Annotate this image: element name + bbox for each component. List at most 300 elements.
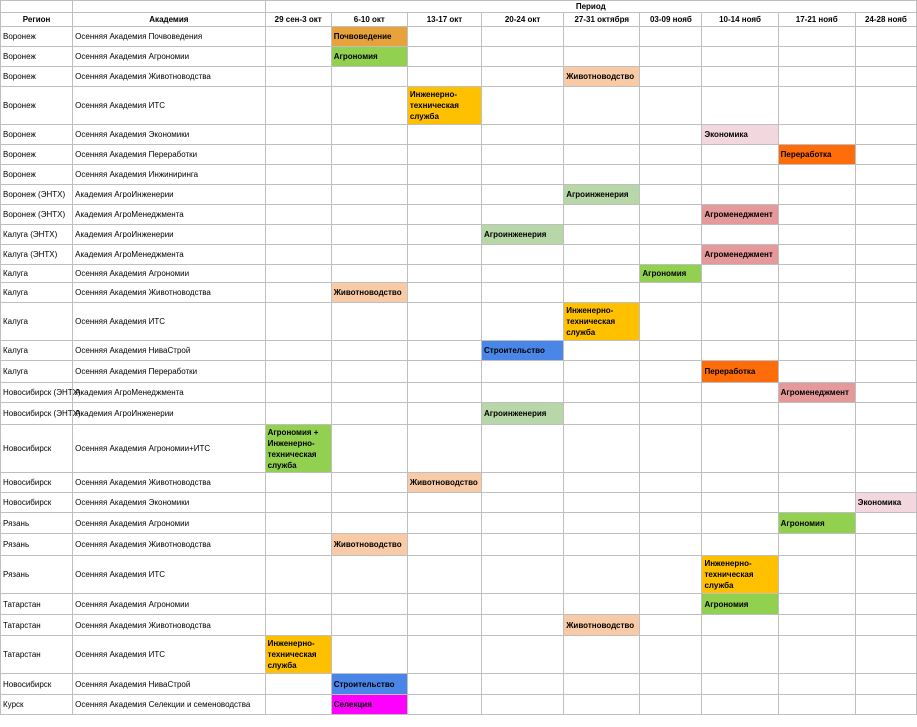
period-cell [702, 205, 778, 225]
period-cell [564, 594, 640, 615]
academy-cell: Осенняя Академия Почвоведения [73, 27, 265, 47]
period-cell [640, 615, 702, 636]
period-cell [482, 283, 564, 303]
period-cell [331, 47, 407, 67]
period-cell [702, 425, 778, 473]
period-cell [564, 245, 640, 265]
academy-cell: Осенняя Академия Агрономии [73, 265, 265, 283]
period-cell [407, 145, 481, 165]
period-cell [407, 27, 481, 47]
period-cell [407, 615, 481, 636]
region-cell: Воронеж [1, 87, 73, 125]
period-header-1: 6-10 окт [331, 13, 407, 27]
table-row [1, 615, 917, 636]
period-cell [265, 615, 331, 636]
event-label: Животноводство [409, 478, 478, 487]
period-cell [331, 225, 407, 245]
period-cell [778, 534, 855, 556]
period-cell [265, 185, 331, 205]
period-cell [265, 636, 331, 674]
event-label: Животноводство [566, 72, 635, 81]
period-cell [702, 67, 778, 87]
event-label: Агрономия [333, 52, 378, 61]
period-cell [482, 125, 564, 145]
period-cell [564, 695, 640, 715]
period-cell [855, 303, 916, 341]
period-header-0: 29 сен-3 окт [265, 13, 331, 27]
event-label: Строительство [484, 346, 545, 355]
period-cell [407, 383, 481, 403]
table-row [1, 245, 917, 265]
period-cell [331, 674, 407, 695]
academy-cell: Осенняя Академия ИТС [73, 87, 265, 125]
region-cell: Новосибирск [1, 425, 73, 473]
period-cell [855, 594, 916, 615]
region-cell: Рязань [1, 534, 73, 556]
period-cell [855, 185, 916, 205]
region-cell: Новосибирск [1, 493, 73, 513]
period-cell [564, 145, 640, 165]
academy-cell: Осенняя Академия НиваСтрой [73, 341, 265, 361]
period-cell [482, 615, 564, 636]
period-cell [482, 513, 564, 534]
period-cell [702, 513, 778, 534]
period-cell [855, 165, 916, 185]
period-cell [482, 245, 564, 265]
region-cell: Новосибирск [1, 674, 73, 695]
period-cell [265, 245, 331, 265]
event-label: Инженерно-техническая служба [566, 306, 616, 337]
academy-cell: Осенняя Академия ИТС [73, 303, 265, 341]
period-cell [640, 145, 702, 165]
period-cell [778, 87, 855, 125]
period-cell [265, 674, 331, 695]
period-cell [265, 425, 331, 473]
period-cell [265, 303, 331, 341]
region-cell: Рязань [1, 513, 73, 534]
period-cell [331, 615, 407, 636]
period-cell [778, 185, 855, 205]
period-cell [407, 403, 481, 425]
period-cell [331, 303, 407, 341]
period-cell [778, 165, 855, 185]
period-cell [265, 493, 331, 513]
period-cell [855, 205, 916, 225]
period-cell [331, 425, 407, 473]
period-cell [855, 225, 916, 245]
period-cell [482, 265, 564, 283]
event-label: Почвоведение [333, 32, 392, 41]
period-header: Период [265, 1, 916, 13]
period-header-4: 27-31 октября [564, 13, 640, 27]
table-row [1, 185, 917, 205]
period-cell [640, 383, 702, 403]
period-cell [640, 594, 702, 615]
period-cell [640, 47, 702, 67]
period-cell [564, 556, 640, 594]
period-cell [331, 493, 407, 513]
period-cell [407, 245, 481, 265]
period-cell [778, 636, 855, 674]
period-cell [482, 165, 564, 185]
period-cell [640, 125, 702, 145]
table-row [1, 145, 917, 165]
event-label: Переработка [704, 367, 756, 376]
academy-cell: Осенняя Академия Агрономии [73, 513, 265, 534]
period-cell [778, 594, 855, 615]
period-cell [702, 47, 778, 67]
period-cell [331, 513, 407, 534]
period-cell [407, 513, 481, 534]
period-cell [482, 556, 564, 594]
period-cell [564, 225, 640, 245]
period-cell [778, 67, 855, 87]
period-header-7: 17-21 нояб [778, 13, 855, 27]
period-cell [855, 425, 916, 473]
period-cell [482, 534, 564, 556]
period-cell [564, 205, 640, 225]
academy-cell: Академия АгроМенеджмента [73, 205, 265, 225]
period-cell [482, 695, 564, 715]
period-cell [331, 27, 407, 47]
period-cell [640, 27, 702, 47]
period-cell [778, 125, 855, 145]
period-cell [855, 636, 916, 674]
period-cell [265, 67, 331, 87]
period-cell [855, 556, 916, 594]
event-label: Агроинженерия [484, 230, 547, 239]
region-cell: Новосибирск (ЭНТХ) [1, 403, 73, 425]
period-cell [778, 473, 855, 493]
period-cell [331, 125, 407, 145]
academy-cell: Осенняя Академия Животноводства [73, 615, 265, 636]
table-row [1, 674, 917, 695]
region-cell: Калуга (ЭНТХ) [1, 225, 73, 245]
academy-cell: Академия АгроИнженерии [73, 185, 265, 205]
period-cell [331, 556, 407, 594]
academy-cell: Осенняя Академия Инжиниринга [73, 165, 265, 185]
region-cell: Калуга [1, 265, 73, 283]
period-cell [855, 245, 916, 265]
period-cell [702, 636, 778, 674]
region-cell: Калуга (ЭНТХ) [1, 245, 73, 265]
period-cell [702, 27, 778, 47]
period-cell [702, 493, 778, 513]
table-row [1, 47, 917, 67]
academy-cell: Осенняя Академия ИТС [73, 556, 265, 594]
event-label: Инженерно-техническая служба [267, 639, 317, 670]
table-row [1, 303, 917, 341]
period-cell [482, 493, 564, 513]
period-cell [564, 303, 640, 341]
period-cell [564, 674, 640, 695]
period-cell [855, 283, 916, 303]
period-cell [640, 67, 702, 87]
period-cell [407, 636, 481, 674]
period-cell [407, 341, 481, 361]
period-cell [640, 165, 702, 185]
period-cell [482, 425, 564, 473]
region-cell: Воронеж [1, 145, 73, 165]
period-cell [407, 534, 481, 556]
period-cell [331, 473, 407, 493]
academy-cell: Осенняя Академия Селекции и семеноводства [73, 695, 265, 715]
period-cell [702, 283, 778, 303]
period-cell [407, 265, 481, 283]
region-cell: Татарстан [1, 594, 73, 615]
period-cell [331, 534, 407, 556]
period-cell [265, 47, 331, 67]
period-cell [640, 403, 702, 425]
event-label: Агрономия + Инженерно-техническая служба [267, 427, 319, 470]
table-row [1, 361, 917, 383]
academy-cell: Осенняя Академия Агрономии+ИТС [73, 425, 265, 473]
period-cell [331, 341, 407, 361]
event-label: Переработка [780, 150, 832, 159]
period-cell [265, 513, 331, 534]
academy-cell: Осенняя Академия ИТС [73, 636, 265, 674]
period-cell [855, 27, 916, 47]
period-cell [407, 473, 481, 493]
period-cell [407, 303, 481, 341]
period-cell [702, 403, 778, 425]
period-cell [265, 341, 331, 361]
academy-cell: Осенняя Академия НиваСтрой [73, 674, 265, 695]
period-cell [265, 145, 331, 165]
period-cell [640, 185, 702, 205]
table-row [1, 205, 917, 225]
period-cell [407, 594, 481, 615]
event-label: Экономика [704, 130, 748, 139]
period-cell [855, 383, 916, 403]
period-cell [564, 283, 640, 303]
period-cell [702, 594, 778, 615]
region-cell: Калуга [1, 283, 73, 303]
period-cell [855, 145, 916, 165]
period-cell [265, 165, 331, 185]
table-row [1, 636, 917, 674]
period-cell [564, 425, 640, 473]
academy-cell: Осенняя Академия Животноводства [73, 534, 265, 556]
period-cell [265, 383, 331, 403]
period-cell [640, 361, 702, 383]
academy-cell: Осенняя Академия Переработки [73, 361, 265, 383]
period-cell [702, 361, 778, 383]
period-cell [702, 145, 778, 165]
period-cell [407, 125, 481, 145]
period-cell [702, 534, 778, 556]
period-cell [855, 265, 916, 283]
period-cell [265, 594, 331, 615]
period-cell [564, 265, 640, 283]
region-cell: Воронеж [1, 27, 73, 47]
region-cell: Курск [1, 695, 73, 715]
period-header-8: 24-28 нояб [855, 13, 916, 27]
period-cell [482, 27, 564, 47]
header-blank [1, 1, 73, 13]
academy-header: Академия [73, 13, 265, 27]
period-cell [407, 87, 481, 125]
period-cell [482, 361, 564, 383]
period-cell [778, 383, 855, 403]
period-cell [702, 265, 778, 283]
period-header-2: 13-17 окт [407, 13, 481, 27]
period-cell [855, 674, 916, 695]
period-cell [702, 245, 778, 265]
period-cell [482, 383, 564, 403]
academy-cell: Осенняя Академия Агрономии [73, 594, 265, 615]
event-label: Агроменеджмент [704, 250, 773, 259]
period-cell [702, 87, 778, 125]
period-cell [564, 361, 640, 383]
period-cell [778, 47, 855, 67]
period-cell [702, 125, 778, 145]
region-cell: Калуга [1, 303, 73, 341]
period-cell [564, 341, 640, 361]
period-cell [331, 283, 407, 303]
table-row [1, 283, 917, 303]
period-cell [564, 185, 640, 205]
region-cell: Воронеж (ЭНТХ) [1, 185, 73, 205]
period-cell [702, 473, 778, 493]
period-cell [407, 695, 481, 715]
period-cell [640, 425, 702, 473]
period-cell [564, 403, 640, 425]
period-cell [265, 265, 331, 283]
table-row [1, 594, 917, 615]
period-cell [640, 265, 702, 283]
period-cell [331, 165, 407, 185]
period-cell [778, 403, 855, 425]
period-cell [564, 125, 640, 145]
event-label: Селекция [333, 700, 372, 709]
region-cell: Калуга [1, 361, 73, 383]
period-cell [702, 695, 778, 715]
period-cell [265, 361, 331, 383]
period-cell [331, 403, 407, 425]
period-cell [331, 145, 407, 165]
event-label: Агрономия [780, 518, 825, 528]
table-row [1, 403, 917, 425]
academy-cell: Осенняя Академия Животноводства [73, 283, 265, 303]
region-cell: Воронеж [1, 125, 73, 145]
period-cell [702, 303, 778, 341]
period-cell [482, 403, 564, 425]
period-cell [407, 361, 481, 383]
period-cell [482, 674, 564, 695]
event-label: Животноводство [333, 540, 402, 549]
period-cell [564, 165, 640, 185]
period-cell [407, 225, 481, 245]
period-cell [482, 594, 564, 615]
academy-cell: Осенняя Академия Агрономии [73, 47, 265, 67]
period-cell [564, 513, 640, 534]
period-cell [482, 145, 564, 165]
period-cell [702, 383, 778, 403]
schedule-body [1, 27, 917, 715]
region-cell: Калуга [1, 341, 73, 361]
academy-cell: Осенняя Академия Переработки [73, 145, 265, 165]
period-cell [482, 636, 564, 674]
period-cell [855, 341, 916, 361]
region-cell: Воронеж [1, 165, 73, 185]
period-cell [564, 534, 640, 556]
period-cell [640, 534, 702, 556]
period-cell [331, 265, 407, 283]
period-cell [855, 67, 916, 87]
period-cell [778, 361, 855, 383]
table-row [1, 383, 917, 403]
period-cell [778, 265, 855, 283]
period-cell [855, 361, 916, 383]
period-cell [265, 87, 331, 125]
period-cell [778, 556, 855, 594]
period-cell [640, 225, 702, 245]
period-cell [778, 513, 855, 534]
period-cell [265, 225, 331, 245]
period-cell [702, 615, 778, 636]
event-label: Строительство [333, 679, 395, 689]
period-cell [702, 556, 778, 594]
period-cell [702, 225, 778, 245]
period-cell [640, 205, 702, 225]
period-cell [640, 341, 702, 361]
period-cell [265, 695, 331, 715]
region-cell: Татарстан [1, 615, 73, 636]
period-cell [778, 615, 855, 636]
period-cell [564, 87, 640, 125]
event-label: Инженерно-техническая служба [409, 90, 459, 121]
period-cell [564, 47, 640, 67]
period-cell [407, 556, 481, 594]
period-cell [855, 87, 916, 125]
period-cell [564, 473, 640, 493]
period-cell [331, 185, 407, 205]
table-row [1, 556, 917, 594]
period-cell [564, 636, 640, 674]
event-label: Инженерно-техническая служба [704, 559, 754, 590]
period-cell [407, 165, 481, 185]
period-cell [265, 473, 331, 493]
period-header-6: 10-14 нояб [702, 13, 778, 27]
period-cell [855, 47, 916, 67]
period-cell [265, 27, 331, 47]
period-cell [702, 165, 778, 185]
table-row [1, 341, 917, 361]
table-row [1, 165, 917, 185]
academy-cell: Академия АгроИнженерии [73, 225, 265, 245]
period-cell [855, 615, 916, 636]
period-cell [640, 513, 702, 534]
period-cell [564, 493, 640, 513]
period-cell [640, 303, 702, 341]
period-cell [640, 674, 702, 695]
period-cell [407, 674, 481, 695]
period-cell [482, 185, 564, 205]
region-cell: Рязань [1, 556, 73, 594]
period-cell [640, 695, 702, 715]
table-row [1, 87, 917, 125]
period-cell [331, 383, 407, 403]
period-cell [855, 493, 916, 513]
period-cell [855, 125, 916, 145]
region-cell: Воронеж (ЭНТХ) [1, 205, 73, 225]
period-cell [855, 473, 916, 493]
period-cell [482, 225, 564, 245]
period-cell [265, 556, 331, 594]
period-cell [778, 205, 855, 225]
academy-cell: Осенняя Академия Экономики [73, 493, 265, 513]
